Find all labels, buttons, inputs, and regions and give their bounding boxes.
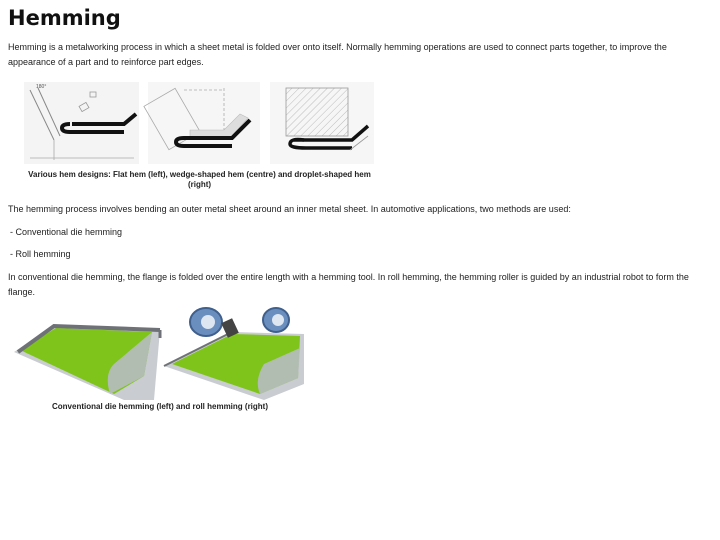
hemming-methods-figure	[14, 304, 314, 400]
hem-designs-illustration	[24, 80, 384, 166]
roll-hemming-illustration	[164, 308, 304, 400]
process-paragraph: The hemming process involves bending an outer metal sheet around an inner metal sheet. In automotive applications, two methods are used:	[8, 204, 571, 214]
method-item-roll: - Roll hemming	[10, 249, 71, 259]
hem-designs-caption-line2: (right)	[187, 180, 212, 189]
intro-paragraph: Hemming is a metalworking process in which a sheet metal is folded over onto itself. Normally hemming operations are used to connect parts together, to improve the appearance of a part and to reinforce part edges.	[8, 42, 667, 67]
hem-designs-caption-line1: Various hem designs: Flat hem (left), wedge-shaped hem (centre) and droplet-shaped hem	[28, 170, 371, 179]
hem-designs-caption	[12, 170, 387, 190]
method-item-conventional: - Conventional die hemming	[10, 227, 123, 237]
hemming-methods-caption: Conventional die hemming (left) and roll hemming (right)	[52, 402, 268, 411]
methods-paragraph: In conventional die hemming, the flange is folded over the entire length with a hemming tool. In roll hemming, the hemming roller is guided by an industrial robot to form the flange.	[8, 272, 689, 297]
hem-designs-figure	[24, 80, 384, 166]
angle-label: 180°	[36, 84, 47, 90]
page-title: Hemming	[8, 6, 121, 30]
die-hemming-illustration	[14, 326, 160, 400]
hemming-methods-illustration	[14, 304, 314, 400]
